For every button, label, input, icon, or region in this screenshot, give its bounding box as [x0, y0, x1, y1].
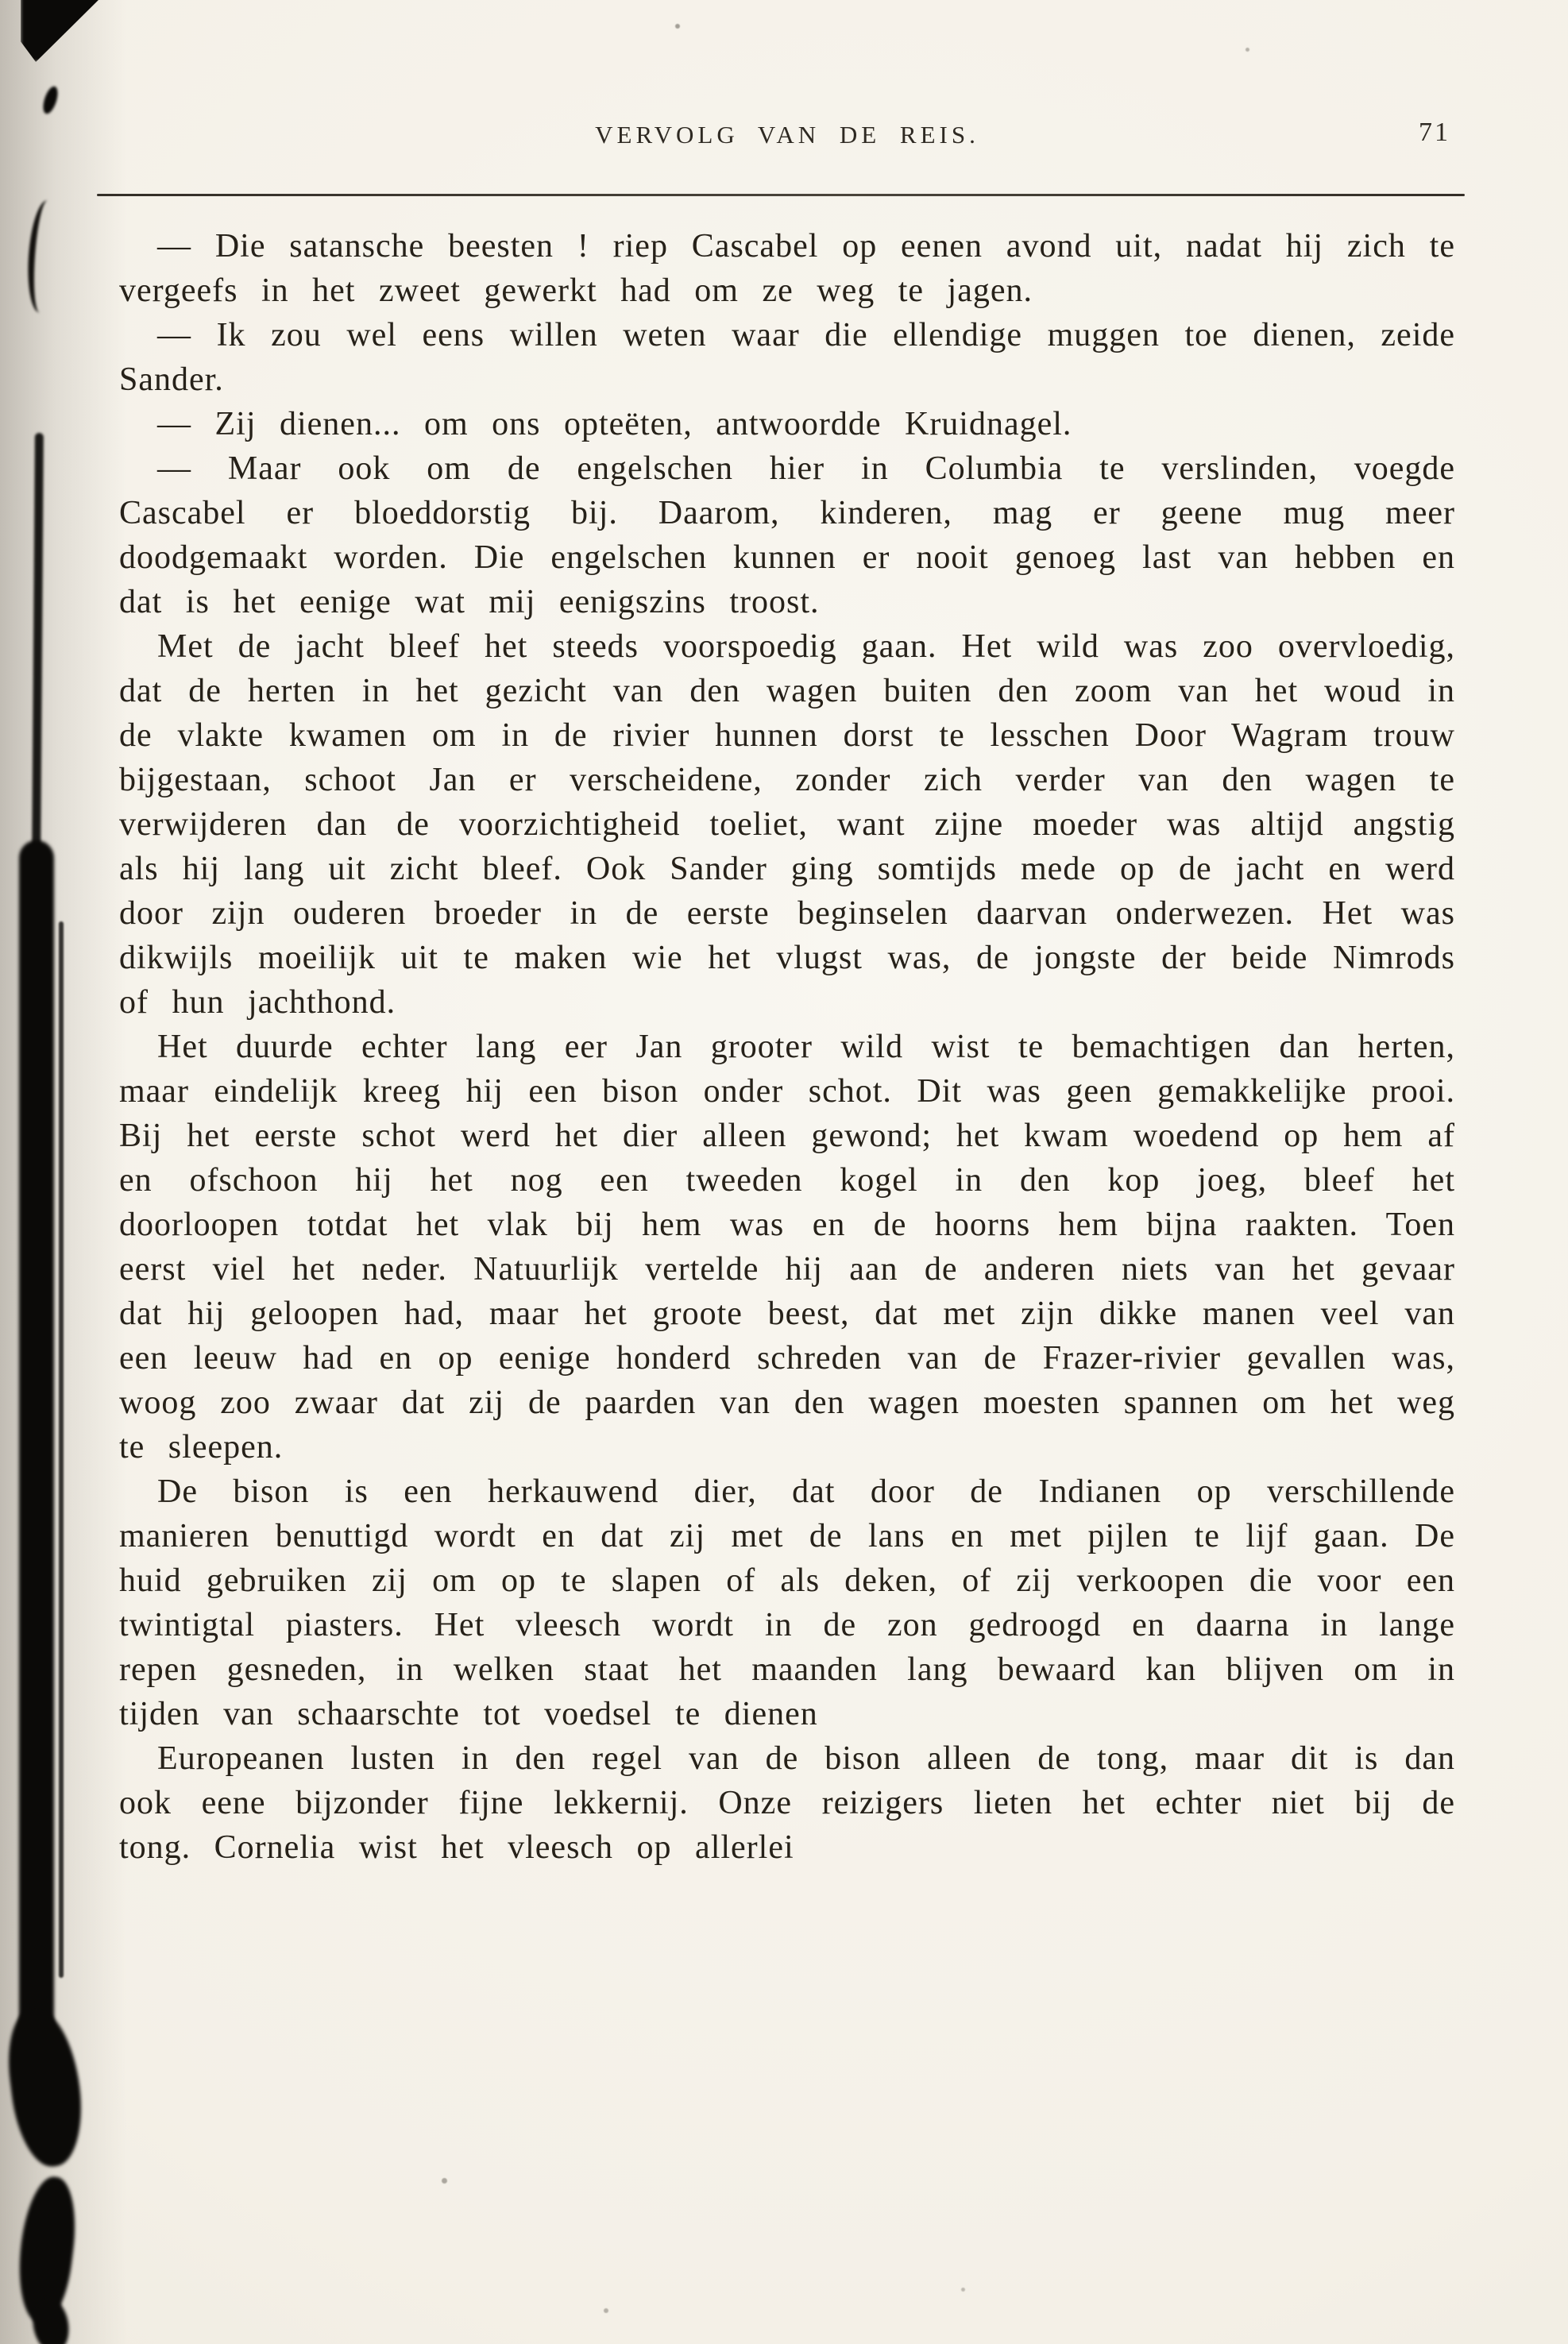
scan-artifact-speck [1246, 48, 1249, 52]
paragraph-dialogue: — Die satansche beesten ! riep Cascabel op eenen avond uit, nadat hij zich te vergeefs in het zweet gewerkt had om ze weg te jagen. [119, 228, 1455, 309]
scan-artifact-binding-streak-main [19, 840, 54, 2048]
scan-artifact-speck [442, 2178, 447, 2184]
body-text [119, 224, 1455, 1870]
page-header [119, 116, 1455, 159]
page-number: 71 [1419, 118, 1450, 147]
scan-artifact-speck [604, 2308, 608, 2313]
paragraph-narrative: Het duurde echter lang eer Jan grooter wild wist te bemachtigen dan herten, maar eindelijk kreeg hij een bison onder schot. Dit was geen gemakkelijke prooi. Bij het eerste schot werd het dier alleen gewond; het kwam woedend op hem af en ofschoon hij het nog een tweeden kogel in den kop joeg, bleef het doorloopen totdat het vlak bij hem was en de hoorns hem bijna raakten. Toen eerst viel het neder. Natuurlijk vertelde hij aan de anderen niets van het gevaar dat hij geloopen had, maar het groote beest, dat met zijn dikke manen veel van een leeuw had en op eenige honderd schreden van de Frazer-rivier gevallen was, woog zoo zwaar dat zij de paarden van den wagen moesten spannen om het weg te sleepen. [119, 1029, 1455, 1465]
paragraph-dialogue: — Ik zou wel eens willen weten waar die ellendige muggen toe dienen, zeide Sander. [119, 317, 1455, 398]
paragraph-dialogue: — Zij dienen... om ons opteëten, antwoordde Kruidnagel. [157, 406, 1072, 442]
header-rule [97, 194, 1465, 196]
scan-artifact-binding-streak-thin [32, 433, 44, 862]
paragraph-narrative: De bison is een herkauwend dier, dat door de Indianen op verschillende manieren benuttigd wordt en dat zij met de lans en met pijlen te lijf gaan. De huid gebruiken zij om op te slapen of als deken, of zij verkoopen die voor een twintigtal piasters. Het vleesch wordt in de zon gedroogd en daarna in lange repen gesneden, in welken staat het maanden lang bewaard kan blijven om in tijden van schaarschte tot voedsel te dienen [119, 1473, 1455, 1732]
paragraph-narrative: Met de jacht bleef het steeds voorspoedig gaan. Het wild was zoo overvloedig, dat de herten in het gezicht van den wagen buiten den zoom van het woud in de vlakte kwamen om in de rivier hunnen dorst te lesschen Door Wagram trouw bijgestaan, schoot Jan er verscheidene, zonder zich verder van den wagen te verwijderen dan de voorzichtigheid toeliet, want zijne moeder was altijd angstig als hij lang uit zicht bleef. Ook Sander ging somtijds mede op de jacht en werd door zijn ouderen broeder in de eerste beginselen daarvan onderwezen. Het was dikwijls moeilijk uit te maken wie het vlugst was, de jongste der beide Nimrods of hun jachthond. [119, 628, 1455, 1021]
scan-artifact-binding-streak-edge [59, 921, 64, 1978]
scan-artifact-speck [675, 24, 680, 29]
scan-artifact-speck [961, 2288, 965, 2292]
scan-artifact-curved-mark [25, 199, 63, 314]
running-title: VERVOLG VAN DE REIS. [595, 121, 979, 149]
scan-artifact-ink-mark [41, 85, 60, 116]
scan-artifact-ink-blob [2, 2005, 89, 2171]
scan-artifact-corner-wedge [21, 0, 105, 62]
paragraph-dialogue: — Maar ook om de engelschen hier in Columbia te verslinden, voegde Cascabel er bloeddorstig bij. Daarom, kinderen, mag er geene mug meer doodgemaakt worden. Die engelschen kunnen er nooit genoeg last van hebben en dat is het eenige wat mij eenigszins troost. [119, 450, 1455, 620]
paragraph-narrative: Europeanen lusten in den regel van de bison alleen de tong, maar dit is dan ook eene bijzonder fijne lekkernij. Onze reizigers lieten het echter niet bij de tong. Cornelia wist het vleesch op allerlei [119, 1740, 1455, 1866]
